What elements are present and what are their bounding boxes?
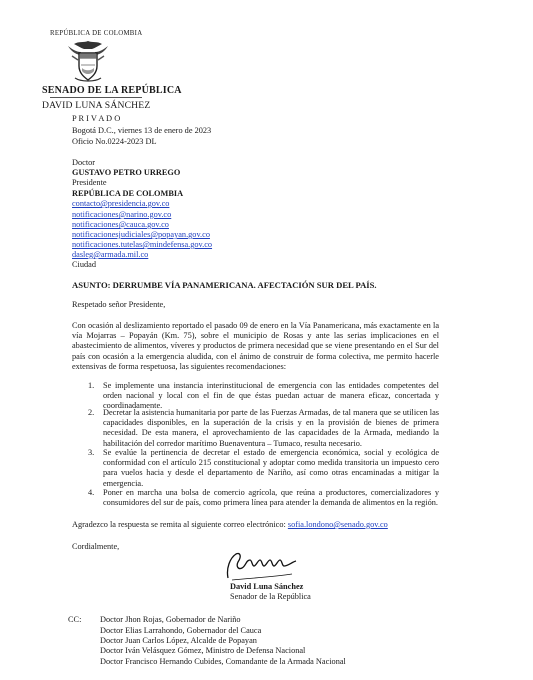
senator-name: DAVID LUNA SÁNCHEZ [42,100,151,111]
recommendation-text: Se implemente una instancia interinstitucional de emergencia con las entidades competentes del orden nacional y local con el fin de que éstas puedan actuar de manera eficaz, concertada y coordinadamente. [103,381,439,411]
recipient-email[interactable]: notificaciones@narino.gov.co [72,210,172,219]
reply-text: Agradezco la respuesta se remita al siguiente correo electrónico: [72,520,286,529]
cc-line: Doctor Jhon Rojas, Gobernador de Nariño [100,615,241,624]
recipient-email[interactable]: notificacionesjudiciales@popayan.gov.co [72,230,210,239]
reply-request [72,520,388,530]
cc-line: Doctor Juan Carlos López, Alcalde de Popayan [100,636,257,645]
recipient-email[interactable]: contacto@presidencia.gov.co [72,199,170,208]
intro-paragraph: Con ocasión al deslizamiento reportado el pasado 09 de enero en la Vía Panamericana, más exactamente en la vía Mojarras – Popayán (Km. 75), sobre el municipio de Rosas y ante las serias implicaciones en el abastecimiento de alimentos, víveres y productos de primera necesidad que se viene presentando en el Sur del país con ocasión a la emergencia aludida, con el ánimo de construir de forma colectiva, me permito hacerle extensivas de forma respetuosa, las siguientes recomendaciones: [72,321,439,371]
recipient-title: Doctor [72,158,96,167]
subject-line: ASUNTO: DERRUMBE VÍA PANAMERICANA. AFECTACIÓN SUR DEL PAÍS. [72,280,377,290]
cc-label: CC: [68,615,82,624]
letterhead-divider [50,97,142,98]
recommendation-number: 2. [88,408,95,417]
recommendation-text: Poner en marcha una bolsa de comercio agrícola, que reúna a productores, comercializadores y consumidores del sur de país, como primera línea para atender la demanda de alimentos en la región. [103,488,439,508]
recommendation-number: 3. [88,448,95,457]
recommendation-text: Decretar la asistencia humanitaria por parte de las Fuerzas Armadas, de tal manera que se utilicen las capacidades disponibles, en la superación de la crisis y en la provisión de bienes de primera necesidad. De esta manera, el aprovechamiento de las capacidades de la Armada, mediando la habilitación del corredor marítimo Buenaventura – Tumaco, resulta necesario. [103,408,439,448]
handwritten-signature [222,544,300,584]
reference-number: Oficio No.0224-2023 DL [72,137,157,146]
signatory-title: Senador de la República [230,592,311,601]
recipient-email[interactable]: dasleg@armada.mil.co [72,250,149,259]
recipient-city: Ciudad [72,260,96,269]
reply-email-link[interactable]: sofia.londono@senado.gov.co [287,520,388,529]
institution-name: SENADO DE LA REPÚBLICA [42,85,182,96]
greeting: Respetado señor Presidente, [72,300,166,309]
place-date: Bogotá D.C., viernes 13 de enero de 2023 [72,126,212,135]
recipient-name: GUSTAVO PETRO URREGO [72,168,181,177]
recipient-role: Presidente [72,178,107,187]
recommendation-text: Se evalúe la pertinencia de decretar el estado de emergencia económica, social y ecológica de conformidad con el artículo 215 constitucional y adoptar como medida transitoria un impuesto cero para vuelos hacia y desde el departamento de Nariño, así como otras encaminadas a mitigar la emergencia. [103,448,439,488]
cc-line: Doctor Francisco Hernando Cubides, Comandante de la Armada Nacional [100,657,346,666]
cc-line: Doctor Iván Velásquez Gómez, Ministro de Defensa Nacional [100,646,306,655]
coat-of-arms-icon [65,38,111,84]
recipient-entity: REPÚBLICA DE COLOMBIA [72,189,184,198]
country-label: REPÚBLICA DE COLOMBIA [50,30,143,37]
recommendation-number: 1. [88,381,95,390]
office-label: P R I V A D O [72,114,121,123]
cc-line: Doctor Elias Larrahondo, Gobernador del Cauca [100,626,262,635]
closing: Cordialmente, [72,542,120,551]
recipient-email[interactable]: notificaciones.tutelas@mindefensa.gov.co [72,240,213,249]
signatory-name: David Luna Sánchez [230,582,304,591]
recommendation-number: 4. [88,488,95,497]
recipient-email[interactable]: notificaciones@cauca.gov.co [72,220,169,229]
